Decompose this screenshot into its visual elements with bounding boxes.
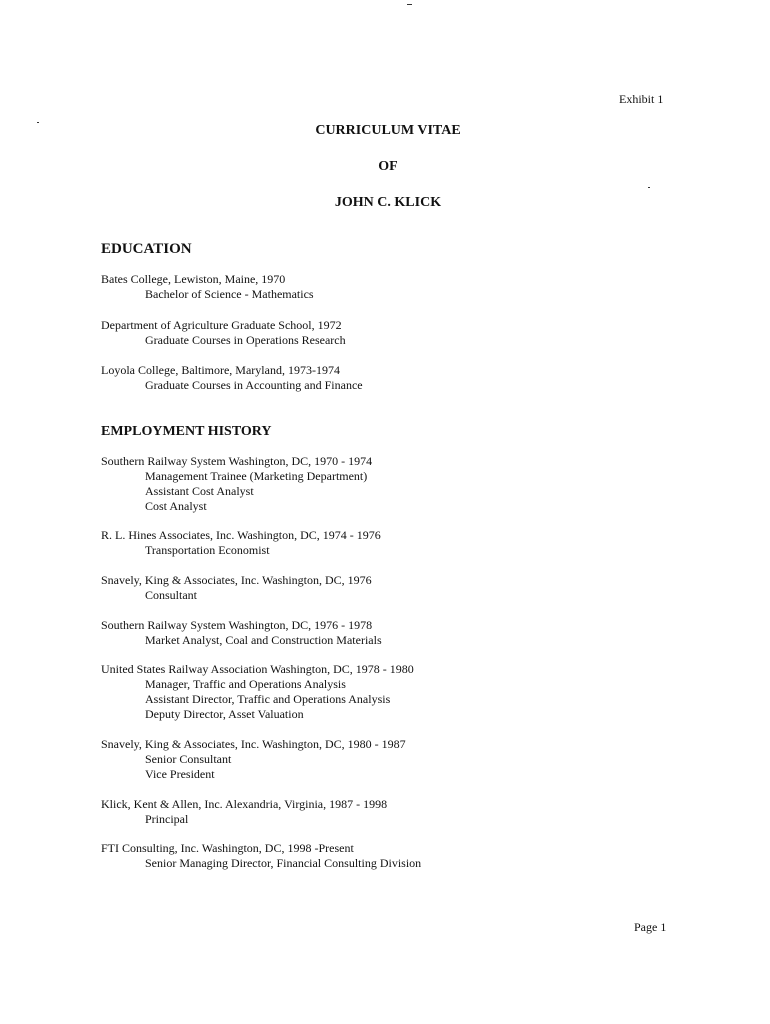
entry-main: Snavely, King & Associates, Inc. Washington, DC, 1980 - 1987 (101, 737, 406, 751)
title-of: OF (378, 159, 398, 174)
employment-entry (101, 573, 372, 603)
entry-main: FTI Consulting, Inc. Washington, DC, 1998 -Present (101, 841, 354, 855)
entry-main: Snavely, King & Associates, Inc. Washington, DC, 1976 (101, 573, 372, 587)
employment-entry (101, 618, 382, 648)
entry-detail: Graduate Courses in Accounting and Finance (145, 378, 363, 392)
employment-entry (101, 841, 421, 871)
employment-entry (101, 737, 406, 782)
entry-main: Bates College, Lewiston, Maine, 1970 (101, 272, 286, 286)
page-number: Page 1 (634, 920, 667, 934)
entry-detail: Principal (145, 812, 189, 826)
entry-detail: Graduate Courses in Operations Research (145, 333, 346, 347)
entry-detail: Consultant (145, 588, 198, 602)
person-name: JOHN C. KLICK (334, 195, 442, 210)
entry-main: Southern Railway System Washington, DC, 1970 - 1974 (101, 454, 373, 468)
entry-detail: Manager, Traffic and Operations Analysis (145, 677, 346, 691)
employment-entry (101, 662, 414, 722)
education-entry (101, 272, 314, 302)
entry-main: R. L. Hines Associates, Inc. Washington, DC, 1974 - 1976 (101, 528, 381, 542)
scan-speck (407, 4, 412, 5)
education-entry (101, 318, 346, 348)
entry-detail: Management Trainee (Marketing Department) (145, 469, 368, 483)
entry-main: United States Railway Association Washington, DC, 1978 - 1980 (101, 662, 414, 676)
entry-detail: Senior Managing Director, Financial Consulting Division (145, 856, 422, 870)
entry-detail: Assistant Cost Analyst (145, 484, 254, 498)
entry-main: Loyola College, Baltimore, Maryland, 1973-1974 (101, 363, 340, 377)
entry-detail: Bachelor of Science - Mathematics (145, 287, 314, 301)
entry-detail: Assistant Director, Traffic and Operations Analysis (145, 692, 391, 706)
entry-detail: Senior Consultant (145, 752, 232, 766)
education-entry (101, 363, 363, 393)
education-heading: EDUCATION (101, 241, 192, 257)
entry-main: Department of Agriculture Graduate School, 1972 (101, 318, 342, 332)
entry-detail: Deputy Director, Asset Valuation (145, 707, 304, 721)
entry-detail: Cost Analyst (145, 499, 207, 513)
scan-speck (648, 187, 650, 188)
entry-detail: Transportation Economist (145, 543, 270, 557)
document-title: CURRICULUM VITAE (315, 123, 461, 138)
employment-entry (101, 454, 372, 514)
entry-main: Southern Railway System Washington, DC, 1976 - 1978 (101, 618, 373, 632)
employment-entry (101, 528, 381, 558)
entry-detail: Market Analyst, Coal and Construction Materials (145, 633, 382, 647)
exhibit-label: Exhibit 1 (619, 92, 664, 106)
entry-main: Klick, Kent & Allen, Inc. Alexandria, Virginia, 1987 - 1998 (101, 797, 388, 811)
employment-heading: EMPLOYMENT HISTORY (101, 424, 272, 439)
entry-detail: Vice President (145, 767, 215, 781)
employment-entry (101, 797, 387, 827)
